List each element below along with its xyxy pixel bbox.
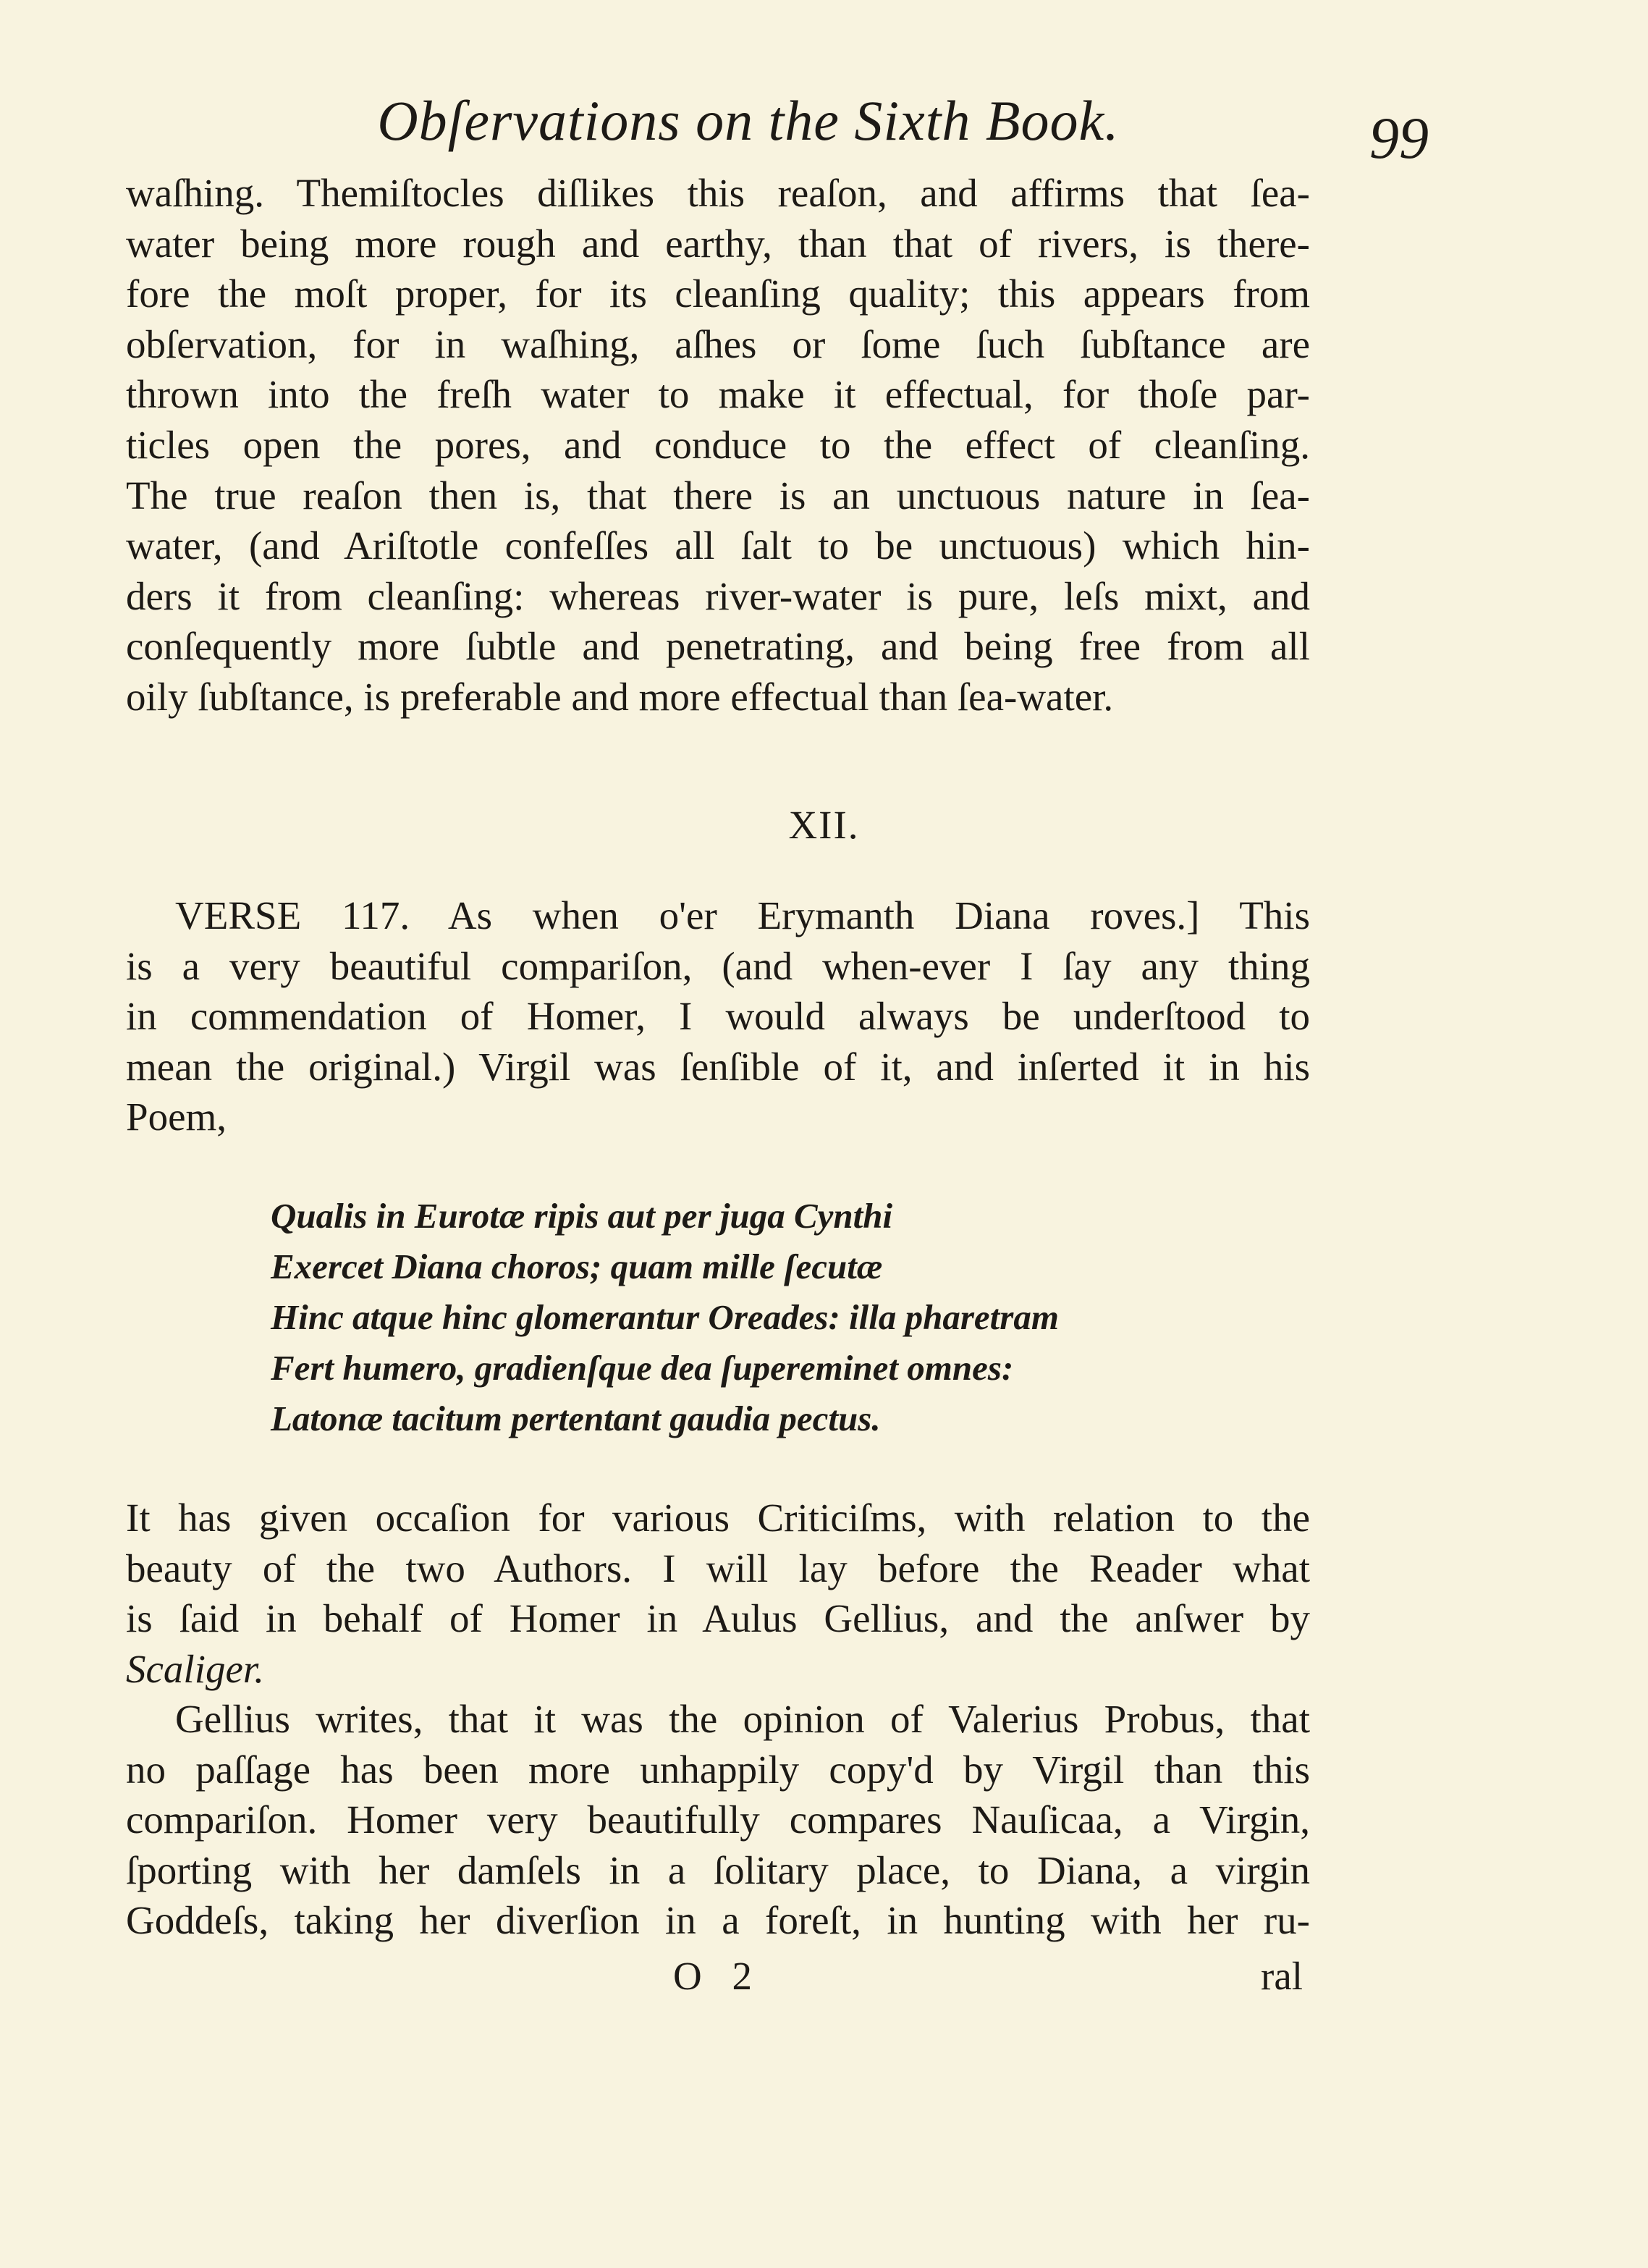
text-line: It has given occaſion for various Criticiſms, with relation to the xyxy=(126,1496,1310,1540)
text-line: is ſaid in behalf of Homer in Aulus Gellius, and the anſwer by xyxy=(126,1596,1310,1641)
page-footer xyxy=(0,1956,1648,2007)
running-title: Obſervations on the Sixth Book. xyxy=(377,89,1120,152)
text-line: no paſſage has been more unhappily copy'd by Virgil than this xyxy=(126,1747,1310,1792)
text-line: VERSE 117. As when o'er Erymanth Diana roves.] This xyxy=(175,893,1310,937)
text-line: conſequently more ſubtle and penetrating, and being free from all xyxy=(126,624,1310,669)
text-line: Gellius writes, that it was the opinion of Valerius Probus, that xyxy=(175,1697,1310,1741)
section-heading: XII. xyxy=(788,803,860,847)
text-line: is a very beautiful compariſon, (and when-ever I ſay any thing xyxy=(126,943,1310,988)
paragraph-cleansing xyxy=(126,168,1310,722)
text-line: ticles open the pores, and conduce to the effect of cleanſing. xyxy=(126,422,1310,467)
text-line: ſporting with her damſels in a ſolitary place, to Diana, a virgin xyxy=(126,1847,1310,1892)
text-line: ders it from cleanſing: whereas river-water is pure, leſs mixt, and xyxy=(126,573,1310,618)
text-line: beauty of the two Authors. I will lay before the Reader what xyxy=(126,1546,1310,1590)
paragraph-criticisms xyxy=(126,1493,1310,1694)
verse-line: Exercet Diana choros; quam mille ſecutæ xyxy=(271,1247,883,1286)
catchword: ral xyxy=(1261,1954,1303,1998)
text-line: water being more rough and earthy, than that of rivers, is there- xyxy=(126,221,1310,266)
text-line: fore the moſt proper, for its cleanſing quality; this appears from xyxy=(126,271,1310,316)
paragraph-gellius xyxy=(126,1694,1310,1946)
text-line: thrown into the freſh water to make it effectual, for thoſe par- xyxy=(126,372,1310,417)
verse-line: Latonæ tacitum pertentant gaudia pectus. xyxy=(271,1399,881,1438)
text-line: water, (and Ariſtotle confeſſes all ſalt to be unctuous) which hin- xyxy=(126,523,1310,568)
verse-line: Fert humero, gradienſque dea ſupereminet omnes: xyxy=(271,1348,1014,1388)
verse-line: Qualis in Eurotæ ripis aut per juga Cynthi xyxy=(271,1196,893,1236)
text-line: Scaliger. xyxy=(126,1646,264,1691)
latin-verse-quotation xyxy=(271,1191,1059,1444)
text-line: compariſon. Homer very beautifully compares Nauſicaa, a Virgin, xyxy=(126,1797,1310,1842)
text-line: Goddeſs, taking her diverſion in a foreſt, in hunting with her ru- xyxy=(126,1898,1310,1943)
text-line: Poem, xyxy=(126,1095,227,1139)
signature-mark: O 2 xyxy=(673,1954,762,1998)
text-line: waſhing. Themiſtocles diſlikes this reaſon, and affirms that ſea- xyxy=(126,171,1310,215)
text-line: The true reaſon then is, that there is an unctuous nature in ſea- xyxy=(126,473,1310,518)
text-line: mean the original.) Virgil was ſenſible of it, and inſerted it in his xyxy=(126,1044,1310,1089)
paragraph-verse-117 xyxy=(126,890,1310,1142)
text-line: oily ſubſtance, is preferable and more effectual than ſea-water. xyxy=(126,674,1114,719)
page-number: 99 xyxy=(1369,105,1429,171)
text-line: in commendation of Homer, I would always be underſtood to xyxy=(126,994,1310,1039)
text-line: obſervation, for in waſhing, aſhes or ſome ſuch ſubſtance are xyxy=(126,321,1310,366)
verse-line: Hinc atque hinc glomerantur Oreades: illa pharetram xyxy=(271,1297,1059,1337)
